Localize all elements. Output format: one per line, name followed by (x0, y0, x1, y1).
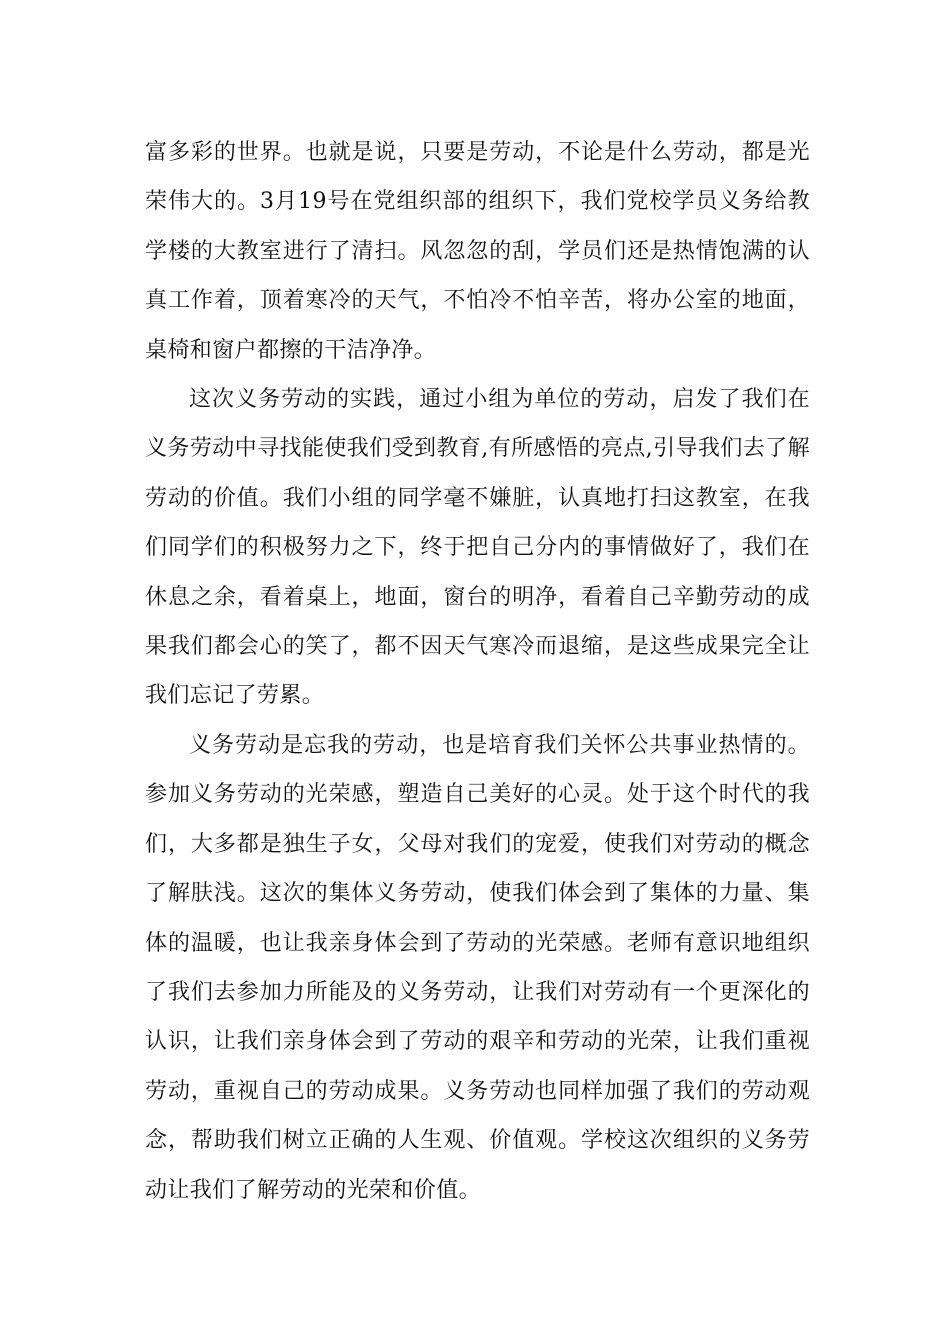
paragraph-1: 富多彩的世界。也就是说，只要是劳动，不论是什么劳动，都是光荣伟大的。3月19号在党组织部的组织下，我们党校学员义务给教学楼的大教室进行了清扫。风忽忽的刮，学员们还是热情饱满的认真工作着，顶着寒冷的天气，不怕冷不怕辛苦，将办公室的地面，桌椅和窗户都擦的干洁净净。 (145, 140, 810, 363)
document-body (145, 128, 810, 1215)
paragraph-2: 这次义务劳动的实践，通过小组为单位的劳动，启发了我们在义务劳动中寻找能使我们受到教育,有所感悟的亮点,引导我们去了解劳动的价值。我们小组的同学毫不嫌脏，认真地打扫这教室，在我们同学们的积极努力之下，终于把自己分内的事情做好了，我们在休息之余，看着桌上，地面，窗台的明净，看着自己辛勤劳动的成果我们都会心的笑了，都不因天气寒冷而退缩，是这些成果完全让我们忘记了劳累。 (145, 387, 810, 709)
paragraph-3: 义务劳动是忘我的劳动，也是培育我们关怀公共事业热情的。参加义务劳动的光荣感，塑造自己美好的心灵。处于这个时代的我们，大多都是独生子女，父母对我们的宠爱，使我们对劳动的概念了解肤浅。这次的集体义务劳动，使我们体会到了集体的力量、集体的温暖，也让我亲身体会到了劳动的光荣感。老师有意识地组织了我们去参加力所能及的义务劳动，让我们对劳动有一个更深化的认识，让我们亲身体会到了劳动的艰辛和劳动的光荣，让我们重视劳动，重视自己的劳动成果。义务劳动也同样加强了我们的劳动观念，帮助我们树立正确的人生观、价值观。学校这次组织的义务劳动让我们了解劳动的光荣和价值。 (145, 732, 810, 1203)
